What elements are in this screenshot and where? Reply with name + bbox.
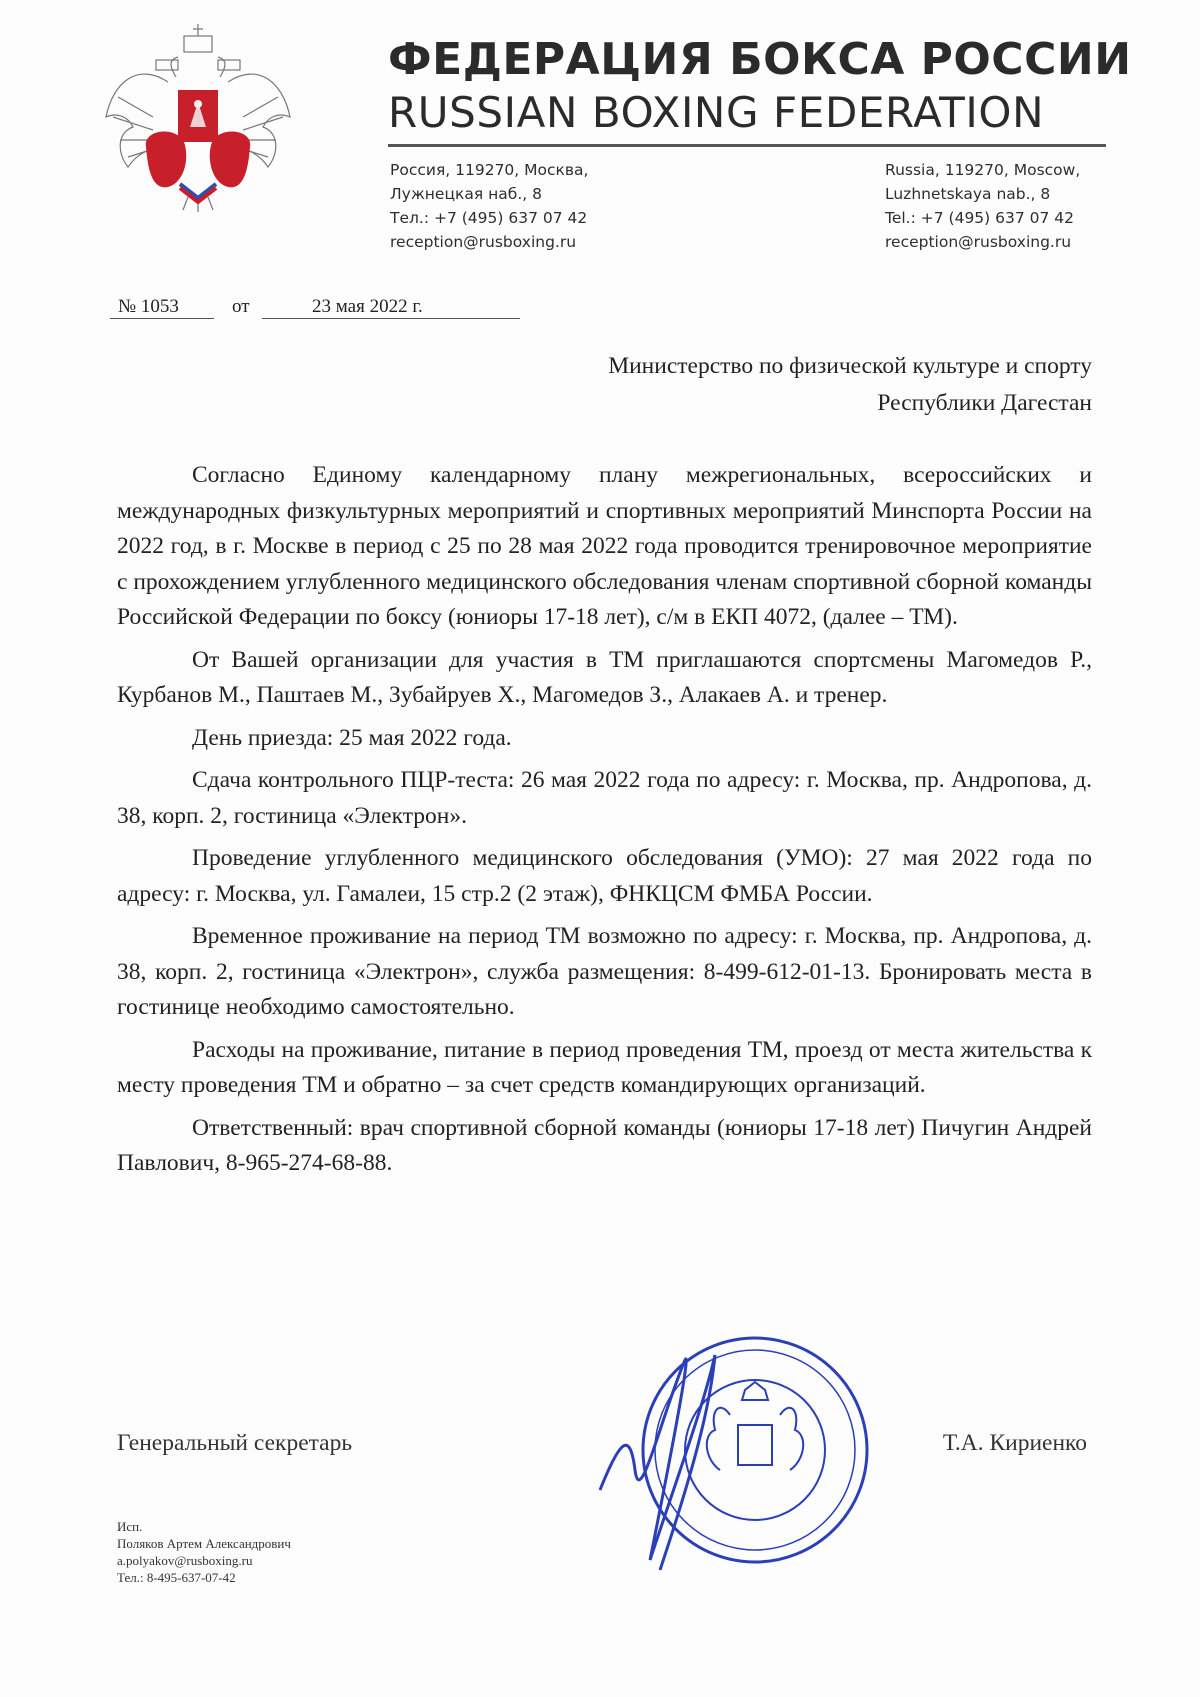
body-paragraph: Проведение углубленного медицинского обследования (УМО): 27 мая 2022 года по адресу: г. Москва, ул. Гамалеи, 15 стр.2 (2 этаж), ФНКЦСМ ФМБА России. [117, 845, 1092, 907]
address-ru-line: Россия, 119270, Москва, [390, 161, 589, 179]
recipient-line-2: Республики Дагестан [877, 390, 1092, 416]
body-paragraph: Временное проживание на период ТМ возможно по адресу: г. Москва, пр. Андропова, д. 38, корп. 2, гостиница «Электрон», служба размещения: 8-499-612-01-13. Бронировать места в гостинице необходимо самостоятельно. [117, 923, 1092, 1020]
federation-title-ru: ФЕДЕРАЦИЯ БОКСА РОССИИ [388, 34, 1132, 85]
letter-body [117, 458, 1092, 1182]
executor-name: Поляков Артем Александрович [117, 1536, 291, 1551]
executor-email: a.polyakov@rusboxing.ru [117, 1553, 253, 1568]
address-ru-phone: Тел.: +7 (495) 637 07 42 [390, 209, 588, 227]
recipient-line-1: Министерство по физической культуре и спорту [608, 353, 1092, 379]
signatory-title: Генеральный секретарь [117, 1430, 353, 1456]
executor-phone: Тел.: 8-495-637-07-42 [117, 1570, 236, 1585]
address-en [885, 158, 1080, 254]
body-paragraph: День приезда: 25 мая 2022 года. [192, 724, 512, 751]
address-ru-line: Лужнецкая наб., 8 [390, 185, 542, 203]
address-ru-email: reception@rusboxing.ru [390, 233, 577, 251]
executor-label: Исп. [117, 1519, 143, 1534]
executor-block [117, 1518, 291, 1586]
registration-from-label: от [232, 296, 250, 317]
official-stamp-icon [590, 1320, 870, 1580]
signatory-name: Т.А. Кириенко [942, 1430, 1087, 1456]
body-paragraph: Сдача контрольного ПЦР-теста: 26 мая 2022 года по адресу: г. Москва, пр. Андропова, д. 38, корп. 2, гостиница «Электрон». [117, 767, 1092, 829]
boxing-federation-eagle-icon [98, 22, 298, 212]
address-en-line: Russia, 119270, Moscow, [885, 161, 1081, 179]
address-en-email: reception@rusboxing.ru [885, 233, 1072, 251]
body-paragraph: Ответственный: врач спортивной сборной команды (юниоры 17-18 лет) Пичугин Андрей Павлович, 8-965-274-68-88. [117, 1114, 1092, 1176]
body-paragraph: От Вашей организации для участия в ТМ приглашаются спортсмены Магомедов Р., Курбанов М., Паштаев М., Зубайруев Х., Магомедов З., Алакаев А. и тренер. [117, 646, 1092, 708]
federation-title-en: RUSSIAN BOXING FEDERATION [388, 88, 1045, 137]
registration-date: 23 мая 2022 г. [262, 296, 520, 319]
header-divider [388, 144, 1106, 147]
registration-number: № 1053 [110, 296, 214, 319]
body-paragraph: Расходы на проживание, питание в период проведения ТМ, проезд от места жительства к месту проведения ТМ и обратно – за счет средств командирующих организаций. [117, 1036, 1092, 1098]
body-paragraph: Согласно Единому календарному плану межрегиональных, всероссийских и международных физкультурных мероприятий и спортивных мероприятий Минспорта России на 2022 год, в г. Москве в период с 25 по 28 мая 2022 года проводится тренировочное мероприятие с прохождением углубленного медицинского обследования членам спортивной сборной команды Российской Федерации по боксу (юниоры 17-18 лет), с/м в ЕКП 4072, (далее – ТМ). [117, 462, 1092, 630]
address-en-line: Luzhnetskaya nab., 8 [885, 185, 1051, 203]
address-en-phone: Tel.: +7 (495) 637 07 42 [885, 209, 1075, 227]
address-ru [390, 158, 588, 254]
recipient-block [608, 348, 1092, 422]
